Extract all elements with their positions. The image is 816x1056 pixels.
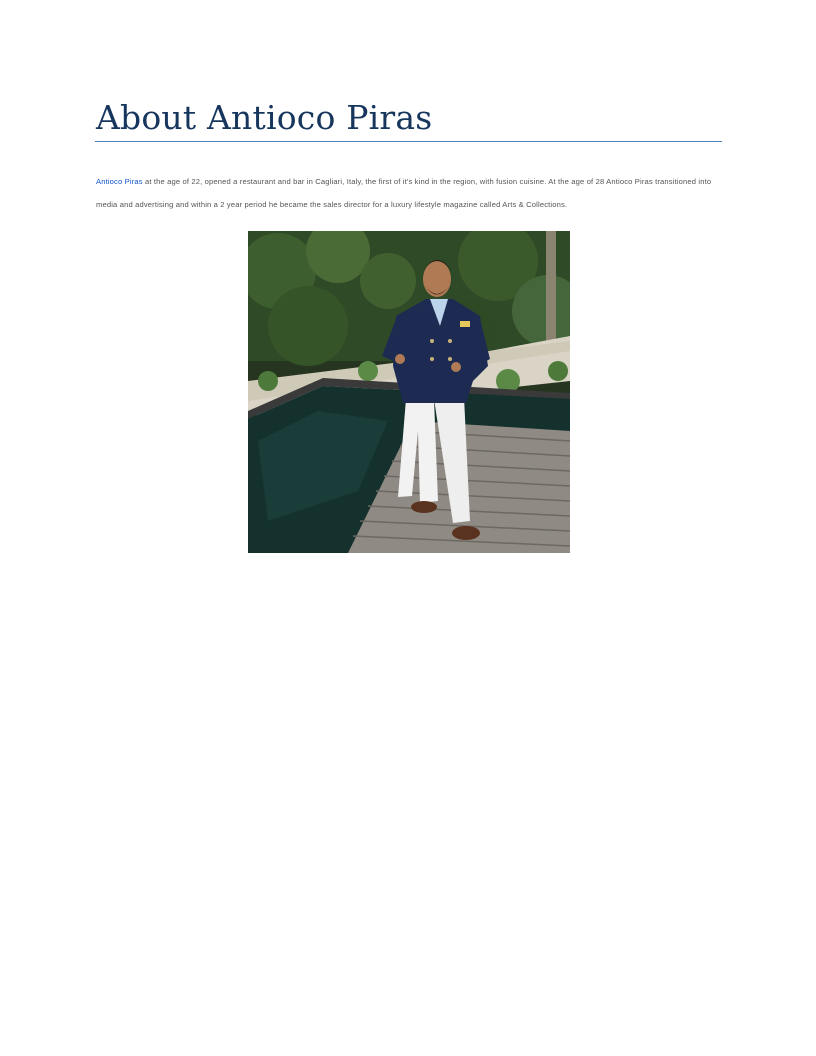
intro-paragraph	[96, 171, 722, 216]
intro-paragraph-text: at the age of 22, opened a restaurant and bar in Cagliari, Italy, the first of it's kind in the region, with fusion cuisine. At the age of 28 Antioco Piras transitioned into media and advertising and within a 2 year period he became the sales director for a luxury lifestyle magazine called Arts & Collections.	[96, 177, 712, 209]
portrait-photo-image	[248, 231, 570, 553]
page-title: About Antioco Piras	[96, 98, 433, 137]
portrait-photo	[248, 231, 570, 553]
antioco-piras-link[interactable]: Antioco Piras	[96, 177, 143, 186]
title-underline-divider	[95, 141, 722, 142]
